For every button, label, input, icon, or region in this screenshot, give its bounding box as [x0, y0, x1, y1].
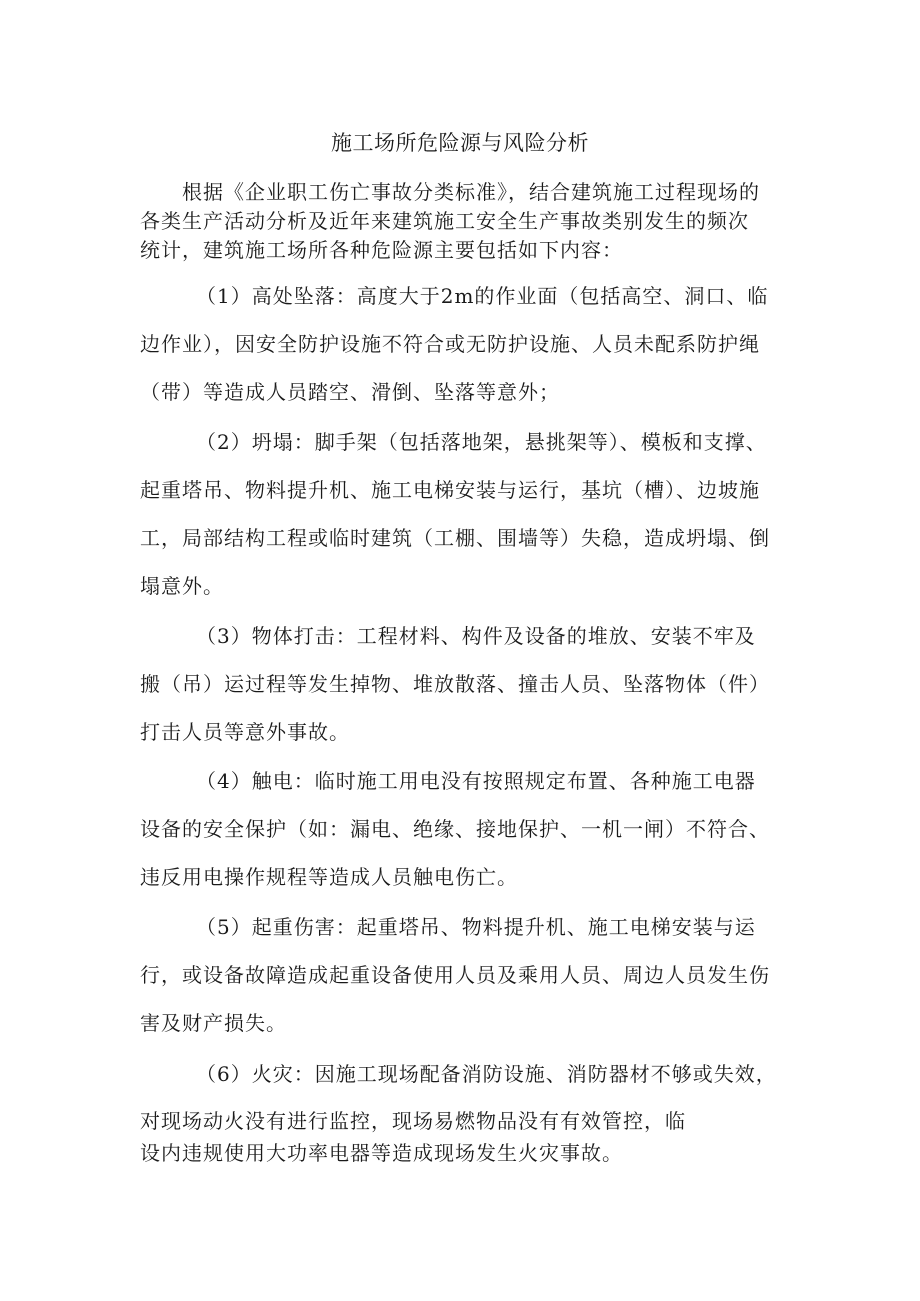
item-5-line: （5）起重伤害：起重塔吊、物料提升机、施工电梯安装与运	[196, 915, 756, 939]
item-2-line: 起重塔吊、物料提升机、施工电梯安装与运行，基坑（槽）、边坡施	[140, 478, 760, 502]
item-6-line: 对现场动火没有进行监控，现场易燃物品没有有效管控，临	[140, 1109, 686, 1133]
item-6-line: （6）火灾：因施工现场配备消防设施、消防器材不够或失效，	[196, 1062, 777, 1086]
item-4-line: 违反用电操作规程等造成人员触电伤亡。	[140, 865, 518, 889]
document-title: 施工场所危险源与风险分析	[331, 131, 589, 155]
intro-line: 根据《企业职工伤亡事故分类标准》，结合建筑施工过程现场的	[182, 180, 760, 204]
item-5-line: 害及财产损失。	[140, 1011, 287, 1035]
item-3-line: （3）物体打击：工程材料、构件及设备的堆放、安装不牢及	[196, 624, 756, 648]
item-2-line: 工，局部结构工程或临时建筑（工棚、围墙等）失稳，造成坍塌、倒	[140, 526, 770, 550]
item-2-line: 塌意外。	[140, 574, 224, 598]
item-4-line: （4）触电：临时施工用电没有按照规定布置、各种施工电器	[196, 769, 756, 793]
item-3-line: 搬（吊）运过程等发生掉物、堆放散落、撞击人员、坠落物体（件）	[140, 672, 770, 696]
item-6-line: 设内违规使用大功率电器等造成现场发生火灾事故。	[140, 1141, 623, 1165]
item-1-line: （带）等造成人员踏空、滑倒、坠落等意外；	[140, 380, 560, 404]
item-3-line: 打击人员等意外事故。	[140, 720, 350, 744]
item-2-line: （2）坍塌：脚手架（包括落地架，悬挑架等）、模板和支撑、	[196, 430, 767, 454]
item-5-line: 行，或设备故障造成起重设备使用人员及乘用人员、周边人员发生伤	[140, 963, 770, 987]
item-1-line: 边作业），因安全防护设施不符合或无防护设施、人员未配系防护绳	[140, 332, 760, 356]
intro-line: 统计，建筑施工场所各种危险源主要包括如下内容：	[140, 238, 623, 262]
intro-line: 各类生产活动分析及近年来建筑施工安全生产事故类别发生的频次	[140, 209, 749, 233]
item-4-line: 设备的安全保护（如：漏电、绝缘、接地保护、一机一闸）不符合、	[140, 817, 770, 841]
item-1-line: （1）高处坠落：高度大于2m的作业面（包括高空、洞口、临	[196, 284, 769, 308]
